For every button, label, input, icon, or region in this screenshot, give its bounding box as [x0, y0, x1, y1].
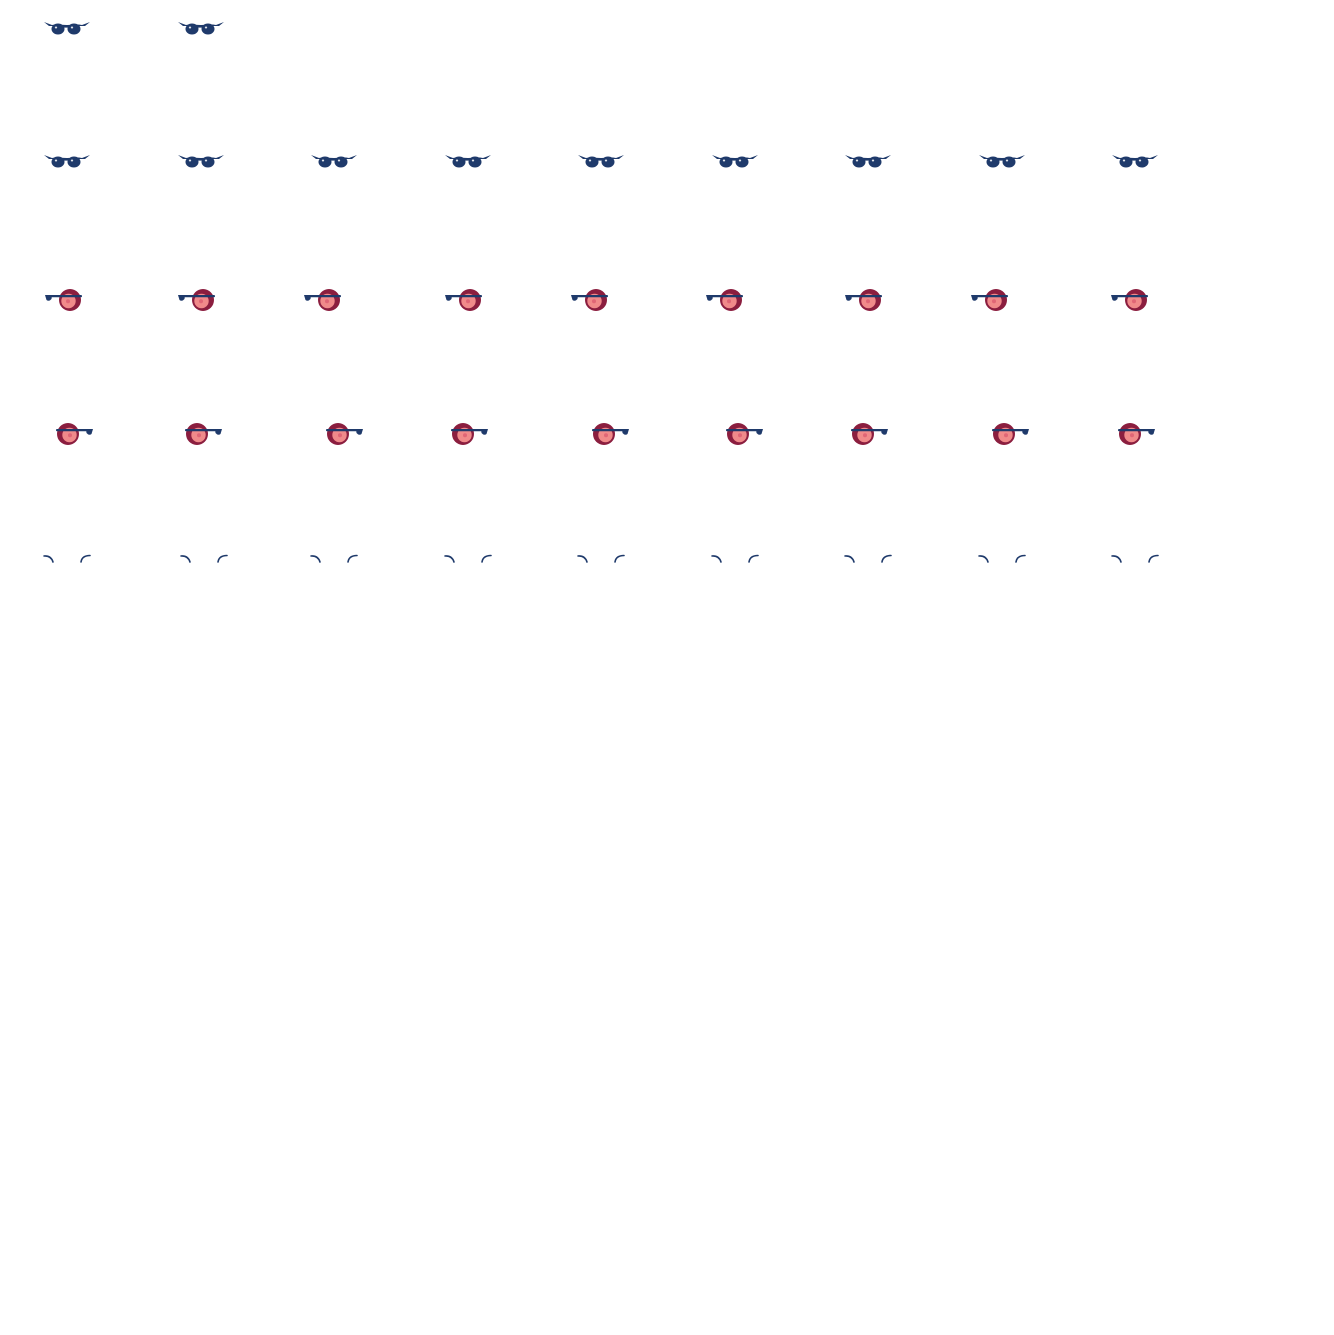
back-sunglasses-temples-sprite — [711, 554, 759, 564]
front-sunglasses-sprite — [978, 153, 1026, 169]
side-right-sunglasses-sprite — [1116, 421, 1156, 447]
back-sunglasses-temples-sprite — [444, 554, 492, 564]
back-sunglasses-temples-sprite — [310, 554, 358, 564]
front-sunglasses-sprite — [711, 153, 759, 169]
back-sunglasses-temples-sprite — [577, 554, 625, 564]
side-left-sunglasses-sprite — [705, 287, 745, 313]
front-sunglasses-sprite — [444, 153, 492, 169]
side-right-sunglasses-sprite — [449, 421, 489, 447]
back-sunglasses-temples-sprite — [978, 554, 1026, 564]
back-sunglasses-temples-sprite — [1111, 554, 1159, 564]
side-left-sunglasses-sprite — [303, 287, 343, 313]
front-sunglasses-sprite — [43, 20, 91, 36]
front-sunglasses-sprite — [177, 20, 225, 36]
side-left-sunglasses-sprite — [844, 287, 884, 313]
side-right-sunglasses-sprite — [183, 421, 223, 447]
side-right-sunglasses-sprite — [990, 421, 1030, 447]
side-right-sunglasses-sprite — [324, 421, 364, 447]
side-left-sunglasses-sprite — [444, 287, 484, 313]
back-sunglasses-temples-sprite — [844, 554, 892, 564]
side-left-sunglasses-sprite — [1110, 287, 1150, 313]
front-sunglasses-sprite — [310, 153, 358, 169]
side-left-sunglasses-sprite — [570, 287, 610, 313]
front-sunglasses-sprite — [177, 153, 225, 169]
back-sunglasses-temples-sprite — [180, 554, 228, 564]
side-right-sunglasses-sprite — [590, 421, 630, 447]
side-right-sunglasses-sprite — [54, 421, 94, 447]
back-sunglasses-temples-sprite — [43, 554, 91, 564]
front-sunglasses-sprite — [577, 153, 625, 169]
side-left-sunglasses-sprite — [44, 287, 84, 313]
side-right-sunglasses-sprite — [724, 421, 764, 447]
side-left-sunglasses-sprite — [177, 287, 217, 313]
front-sunglasses-sprite — [1111, 153, 1159, 169]
front-sunglasses-sprite — [844, 153, 892, 169]
side-left-sunglasses-sprite — [970, 287, 1010, 313]
side-right-sunglasses-sprite — [849, 421, 889, 447]
front-sunglasses-sprite — [43, 153, 91, 169]
